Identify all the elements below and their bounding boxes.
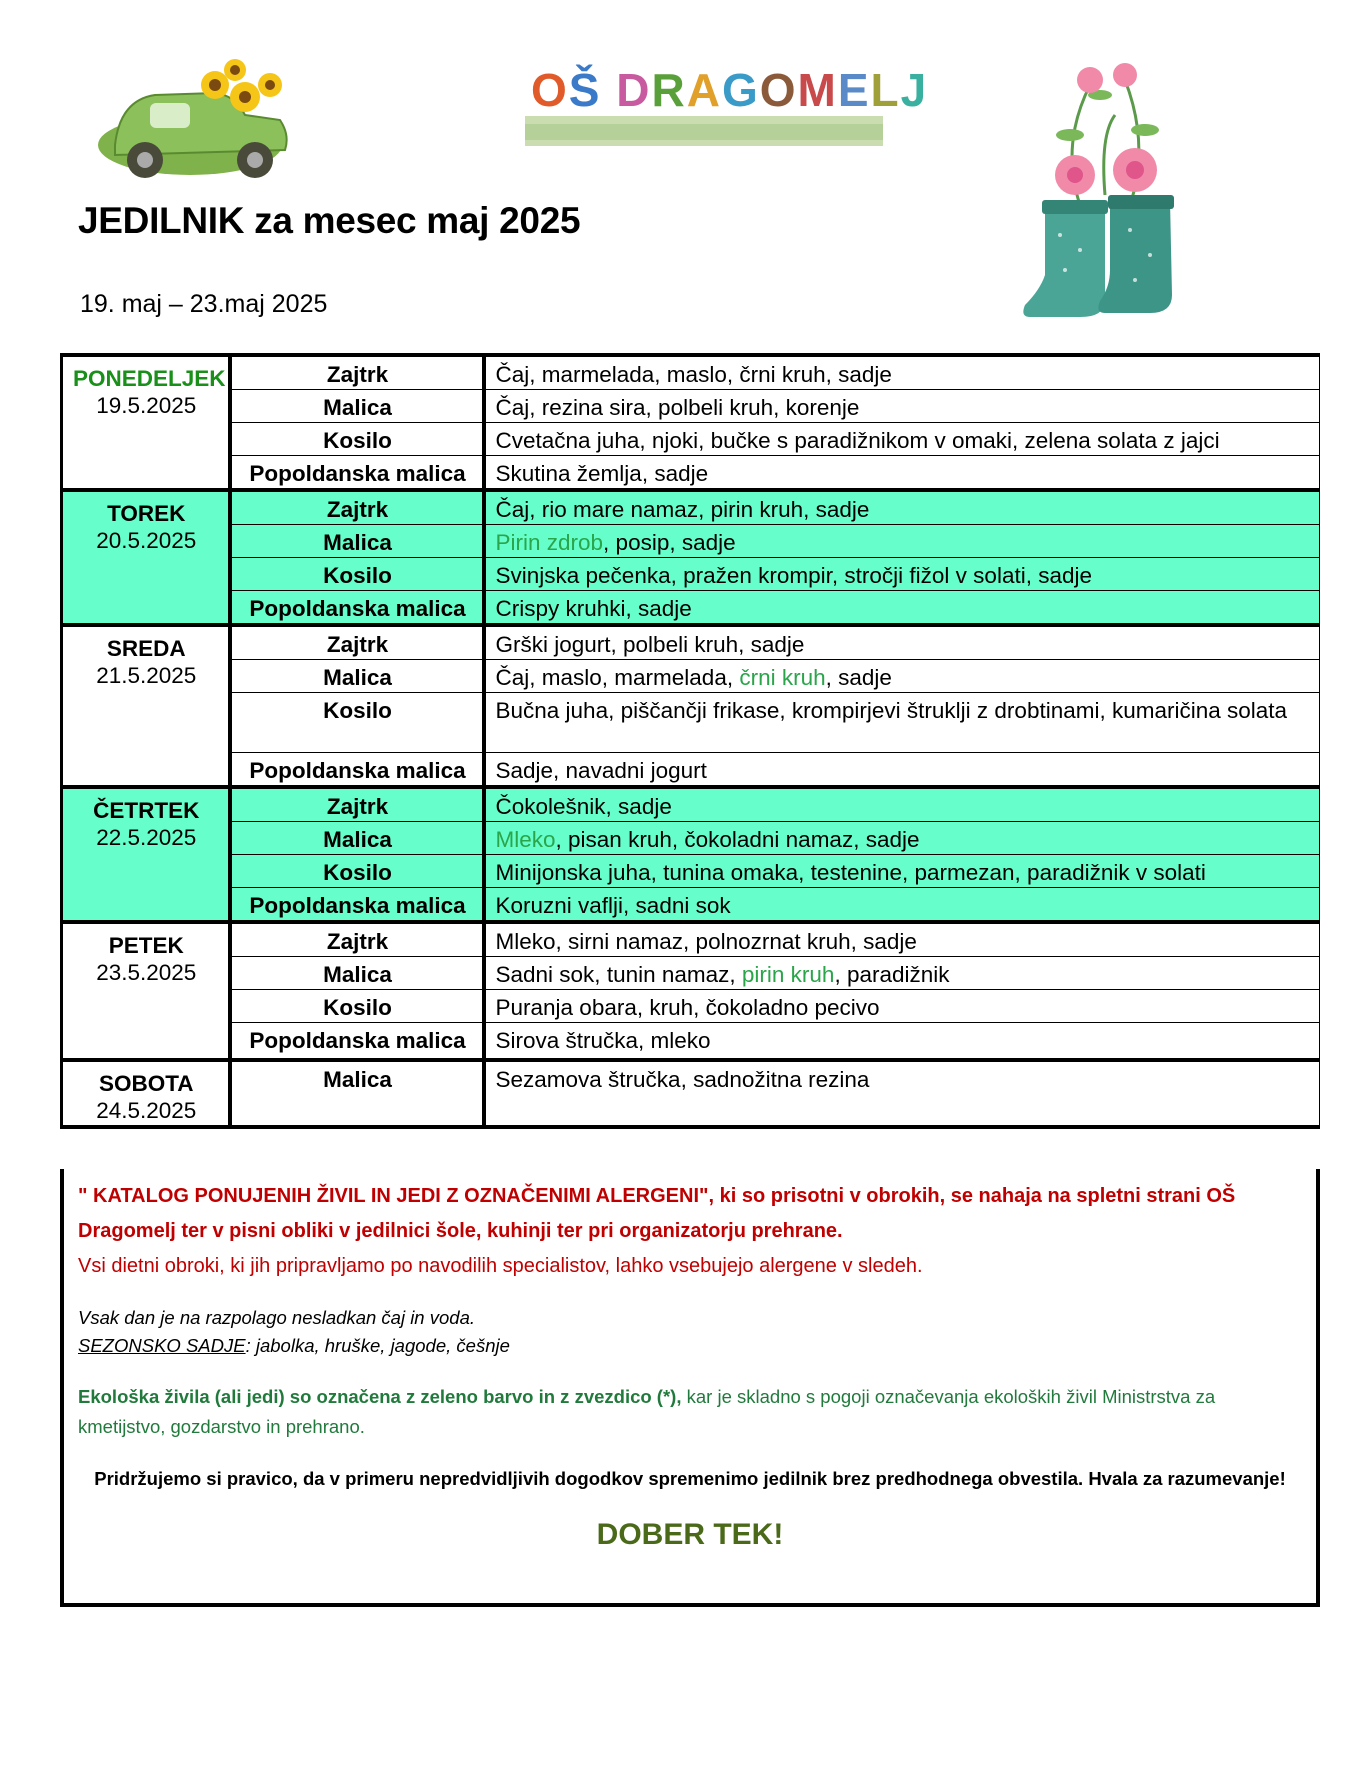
rights-note: Pridržujemo si pravico, da v primeru nepredvidljivih dogodkov spremenimo jedilnik brez predhodnega obvestila. Hvala za razumevanje!: [94, 1468, 1286, 1489]
meal-name: Popoldanska malica: [230, 753, 484, 788]
meal-row: [62, 990, 1320, 1023]
meal-row: [62, 390, 1320, 423]
meal-items-text: Mleko, sirni namaz, polnozrnat kruh, sadje: [495, 929, 917, 954]
meal-items: [484, 1060, 1320, 1127]
meal-name: Popoldanska malica: [230, 888, 484, 923]
meal-name: Zajtrk: [230, 490, 484, 525]
meal-items: [484, 490, 1320, 525]
meal-items-text: Puranja obara, kruh, čokoladno pecivo: [495, 995, 880, 1020]
meal-items: [484, 787, 1320, 822]
meal-name: Zajtrk: [230, 355, 484, 390]
meal-name: Kosilo: [230, 693, 484, 753]
meal-items: [484, 558, 1320, 591]
meal-row: [62, 1023, 1320, 1060]
day-name: TOREK: [107, 501, 186, 526]
meal-items-text: Svinjska pečenka, pražen krompir, stročji fižol v solati, sadje: [495, 563, 1093, 588]
day-name: SREDA: [106, 636, 186, 661]
meal-items: [484, 355, 1320, 390]
green-car-with-sunflowers-illustration: [95, 55, 295, 185]
meal-name: Malica: [230, 957, 484, 990]
meal-items-text: , paradižnik: [834, 962, 950, 987]
day-cell: [62, 490, 230, 625]
meal-items: [484, 625, 1320, 660]
meal-items-text: Crispy kruhki, sadje: [495, 596, 692, 621]
meal-items-text: Čaj, marmelada, maslo, črni kruh, sadje: [495, 362, 892, 387]
menu-table: [60, 353, 1320, 1129]
meal-items-text: , sadje: [825, 665, 892, 690]
notes-box: [60, 1169, 1320, 1607]
meal-row: [62, 922, 1320, 957]
week-range: 19. maj – 23.maj 2025: [80, 290, 328, 318]
meal-row: [62, 456, 1320, 491]
day-date: 24.5.2025: [96, 1097, 197, 1123]
meal-row: [62, 855, 1320, 888]
meal-items: [484, 390, 1320, 423]
day-cell: [62, 922, 230, 1060]
eco-item: pirin kruh: [741, 962, 835, 987]
meal-row: [62, 787, 1320, 822]
meal-items: [484, 957, 1320, 990]
meal-name: Malica: [230, 822, 484, 855]
meal-name: Kosilo: [230, 558, 484, 591]
meal-row: [62, 660, 1320, 693]
eco-note-rest: kar je skladno s pogoji označevanja ekoloških živil Ministrstva za kmetijstvo, gozdarstvo in prehrano.: [78, 1386, 1216, 1437]
meal-name: Kosilo: [230, 990, 484, 1023]
meal-items-pre: Sadni sok, tunin namaz,: [495, 962, 742, 987]
meal-row: [62, 558, 1320, 591]
meal-row: [62, 822, 1320, 855]
meal-items-text: Bučna juha, piščančji frikase, krompirjevi štruklji z drobtinami, kumaričina solata: [495, 698, 1288, 723]
day-cell: [62, 625, 230, 787]
meal-row: [62, 591, 1320, 626]
meal-items-text: Minijonska juha, tunina omaka, testenine, parmezan, paradižnik v solati: [495, 860, 1206, 885]
meal-name: Zajtrk: [230, 625, 484, 660]
meal-items-text: Skutina žemlja, sadje: [495, 461, 709, 486]
meal-row: [62, 693, 1320, 753]
meal-items-text: Sadje, navadni jogurt: [495, 758, 707, 783]
meal-items: [484, 660, 1320, 693]
meal-row: [62, 1060, 1320, 1127]
meal-name: Kosilo: [230, 423, 484, 456]
svg-text:OŠ DRAGOMELJ: OŠ DRAGOMELJ: [531, 64, 929, 116]
meal-row: [62, 888, 1320, 923]
meal-items-text: Koruzni vaflji, sadni sok: [495, 893, 731, 918]
tea-note: Vsak dan je na razpolago nesladkan čaj in voda.: [78, 1307, 475, 1328]
meal-name: Zajtrk: [230, 787, 484, 822]
school-logo: [525, 58, 929, 148]
day-date: 23.5.2025: [96, 960, 197, 985]
day-name: PETEK: [108, 933, 184, 958]
meal-items-pre: Čaj, maslo, marmelada,: [495, 665, 740, 690]
meal-items: [484, 855, 1320, 888]
meal-items: [484, 990, 1320, 1023]
meal-row: [62, 490, 1320, 525]
allergen-catalog-note: " KATALOG PONUJENIH ŽIVIL IN JEDI Z OZNAČENIMI ALERGENI", ki so prisotni v obrokih, se nahaja na spletni strani OŠ Dragomelj ter v pisni obliki v jedilnici šole, kuhinji ter pri organizatorju prehrane.: [78, 1185, 1236, 1242]
meal-items-text: Sezamova štručka, sadnožitna rezina: [495, 1066, 870, 1092]
meal-items-text: Čokolešnik, sadje: [495, 794, 672, 819]
seasonal-fruit-list: : jabolka, hruške, jagode, češnje: [245, 1335, 510, 1356]
day-date: 22.5.2025: [96, 825, 197, 850]
meal-row: [62, 625, 1320, 660]
meal-name: Popoldanska malica: [230, 1023, 484, 1060]
eco-item: črni kruh: [739, 665, 826, 690]
meal-name: Kosilo: [230, 855, 484, 888]
meal-name: Zajtrk: [230, 922, 484, 957]
meal-items: [484, 888, 1320, 923]
meal-items: [484, 423, 1320, 456]
meal-items: [484, 525, 1320, 558]
day-date: 19.5.2025: [96, 393, 197, 418]
day-cell: [62, 355, 230, 490]
meal-name: Malica: [230, 1060, 484, 1127]
day-name: ČETRTEK: [93, 798, 200, 823]
meal-name: Malica: [230, 390, 484, 423]
eco-note: [78, 1382, 1302, 1442]
meal-name: Popoldanska malica: [230, 456, 484, 491]
meal-items: [484, 456, 1320, 491]
meal-row: [62, 423, 1320, 456]
diet-note: Vsi dietni obroki, ki jih pripravljamo po navodilih specialistov, lahko vsebujejo alergene v sledeh.: [78, 1255, 923, 1277]
meal-items: [484, 922, 1320, 957]
day-date: 20.5.2025: [96, 528, 197, 553]
day-name: SOBOTA: [98, 1070, 194, 1096]
meal-name: Popoldanska malica: [230, 591, 484, 626]
meal-items-text: , pisan kruh, čokoladni namaz, sadje: [555, 827, 920, 852]
meal-row: [62, 753, 1320, 788]
meal-items: [484, 753, 1320, 788]
meal-name: Malica: [230, 660, 484, 693]
rain-boots-with-flowers-illustration: [1020, 55, 1200, 325]
meal-items-text: Sirova štručka, mleko: [495, 1028, 711, 1053]
eco-item: Mleko: [495, 827, 556, 852]
eco-note-bold: Ekološka živila (ali jedi) so označena z zeleno barvo in z zvezdico (*),: [78, 1386, 682, 1407]
meal-items-text: , posip, sadje: [603, 530, 736, 555]
meal-row: [62, 957, 1320, 990]
meal-row: [62, 355, 1320, 390]
seasonal-fruit-note: [78, 1332, 1302, 1360]
closing-text: DOBER TEK!: [596, 1518, 784, 1551]
meal-items-text: Cvetačna juha, njoki, bučke s paradižnikom v omaki, zelena solata z jajci: [495, 428, 1220, 453]
meal-items-text: Čaj, rio mare namaz, pirin kruh, sadje: [495, 497, 870, 522]
seasonal-fruit-label: SEZONSKO SADJE: [78, 1335, 246, 1356]
meal-items-text: Grški jogurt, polbeli kruh, sadje: [495, 632, 805, 657]
meal-items: [484, 591, 1320, 626]
day-date: 21.5.2025: [96, 663, 197, 688]
page-title: JEDILNIK za mesec maj 2025: [78, 200, 581, 241]
meal-items: [484, 693, 1320, 753]
day-name: PONEDELJEK: [73, 366, 226, 391]
meal-items: [484, 1023, 1320, 1060]
meal-items: [484, 822, 1320, 855]
meal-name: Malica: [230, 525, 484, 558]
meal-row: [62, 525, 1320, 558]
day-cell: [62, 1060, 230, 1127]
day-cell: [62, 787, 230, 922]
eco-item: Pirin zdrob: [495, 530, 604, 555]
meal-items-text: Čaj, rezina sira, polbeli kruh, korenje: [495, 395, 860, 420]
